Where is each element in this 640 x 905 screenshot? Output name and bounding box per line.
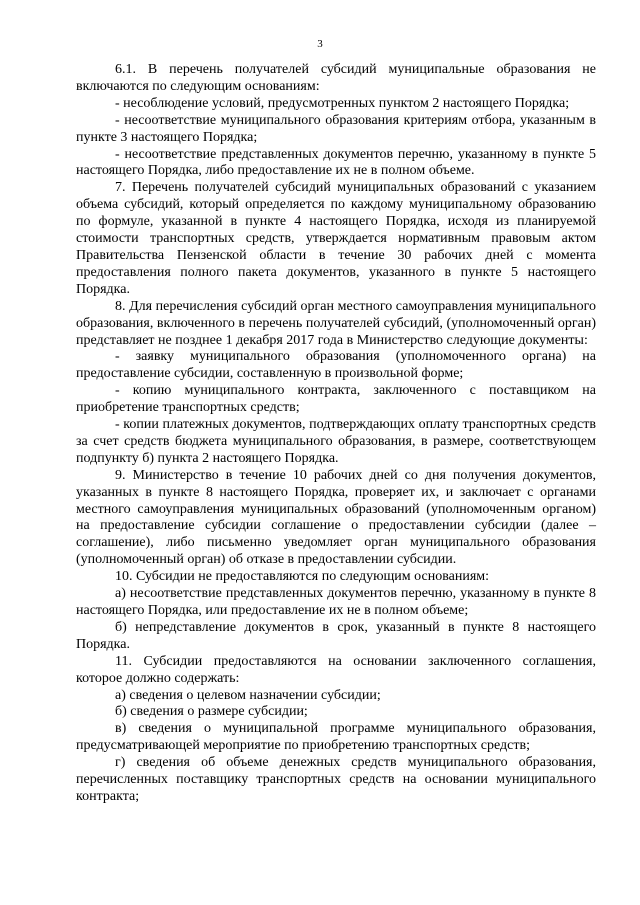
paragraph-9: 9. Министерство в течение 10 рабочих дней со дня получения документов, указанных в пункте 8 настоящего Порядка, проверяет их, и заключает с органами местного самоуправления муниципальных образований (уполномоченным органом) на предоставление субсидии соглашение о предоставлении субсидии (далее – соглашение), либо письменно уведомляет орган муниципального образования (уполномоченный орган) об отказе в предоставлении субсидии. xyxy=(76,467,596,568)
paragraph-8-item-1: - заявку муниципального образования (уполномоченного органа) на предоставление субсидии, составленную в произвольной форме; xyxy=(76,349,596,382)
paragraph-10-item-a: а) несоответствие представленных документов перечню, указанному в пункте 8 настоящего Порядка, или предоставление их не в полном объеме; xyxy=(76,586,596,618)
paragraph-10-item-b: б) непредставление документов в срок, указанный в пункте 8 настоящего Порядка. xyxy=(76,619,596,652)
paragraph-11-intro: 11. Субсидии предоставляются на основании заключенного соглашения, которое должно содержать: xyxy=(76,653,596,686)
paragraph-8-intro: 8. Для перечисления субсидий орган местного самоуправления муниципального образования, включенного в перечень получателей субсидий, (уполномоченный орган) представляет не позднее 1 декабря 2017 года в Министерство следующие документы: xyxy=(76,298,596,348)
document-body xyxy=(76,62,596,806)
paragraph-8-item-3: - копии платежных документов, подтверждающих оплату транспортных средств за счет средств бюджета муниципального образования, в размере, соответствующем подпункту б) пункта 2 настоящего Порядка. xyxy=(76,417,596,466)
paragraph-6-1-item-3: - несоответствие представленных документов перечню, указанному в пункте 5 настоящего Порядка, либо предоставление их не в полном объеме. xyxy=(76,146,596,179)
paragraph-11-item-a: а) сведения о целевом назначении субсидии; xyxy=(115,687,381,703)
paragraph-11-item-b: б) сведения о размере субсидии; xyxy=(115,704,308,720)
paragraph-6-1-item-1: - несоблюдение условий, предусмотренных пунктом 2 настоящего Порядка; xyxy=(115,95,570,111)
paragraph-11-item-g: г) сведения об объеме денежных средств муниципального образования, перечисленных поставщику транспортных средств на основании муниципального контракта; xyxy=(76,755,596,804)
page-number: 3 xyxy=(317,38,323,50)
paragraph-11-item-v: в) сведения о муниципальной программе муниципального образования, предусматривающей мероприятие по приобретению транспортных средств; xyxy=(76,721,596,754)
paragraph-6-1-item-2: - несоответствие муниципального образования критериям отбора, указанным в пункте 3 настоящего Порядка; xyxy=(76,112,596,145)
paragraph-7: 7. Перечень получателей субсидий муниципальных образований с указанием объема субсидий, который определяется по каждому муниципальному образованию по формуле, указанной в пункте 4 настоящего Порядка, исходя из планируемой стоимости транспортных средств, утверждается нормативным правовым актом Правительства Пензенской области в течение 30 рабочих дней с момента предоставления полного пакета документов, указанного в пункте 5 настоящего Порядка. xyxy=(76,180,596,297)
paragraph-8-item-2: - копию муниципального контракта, заключенного с поставщиком на приобретение транспортных средств; xyxy=(76,383,596,416)
paragraph-10-intro: 10. Субсидии не предоставляются по следующим основаниям: xyxy=(115,569,490,585)
paragraph-6-1-intro: 6.1. В перечень получателей субсидий муниципальные образования не включаются по следующим основаниям: xyxy=(76,62,596,94)
